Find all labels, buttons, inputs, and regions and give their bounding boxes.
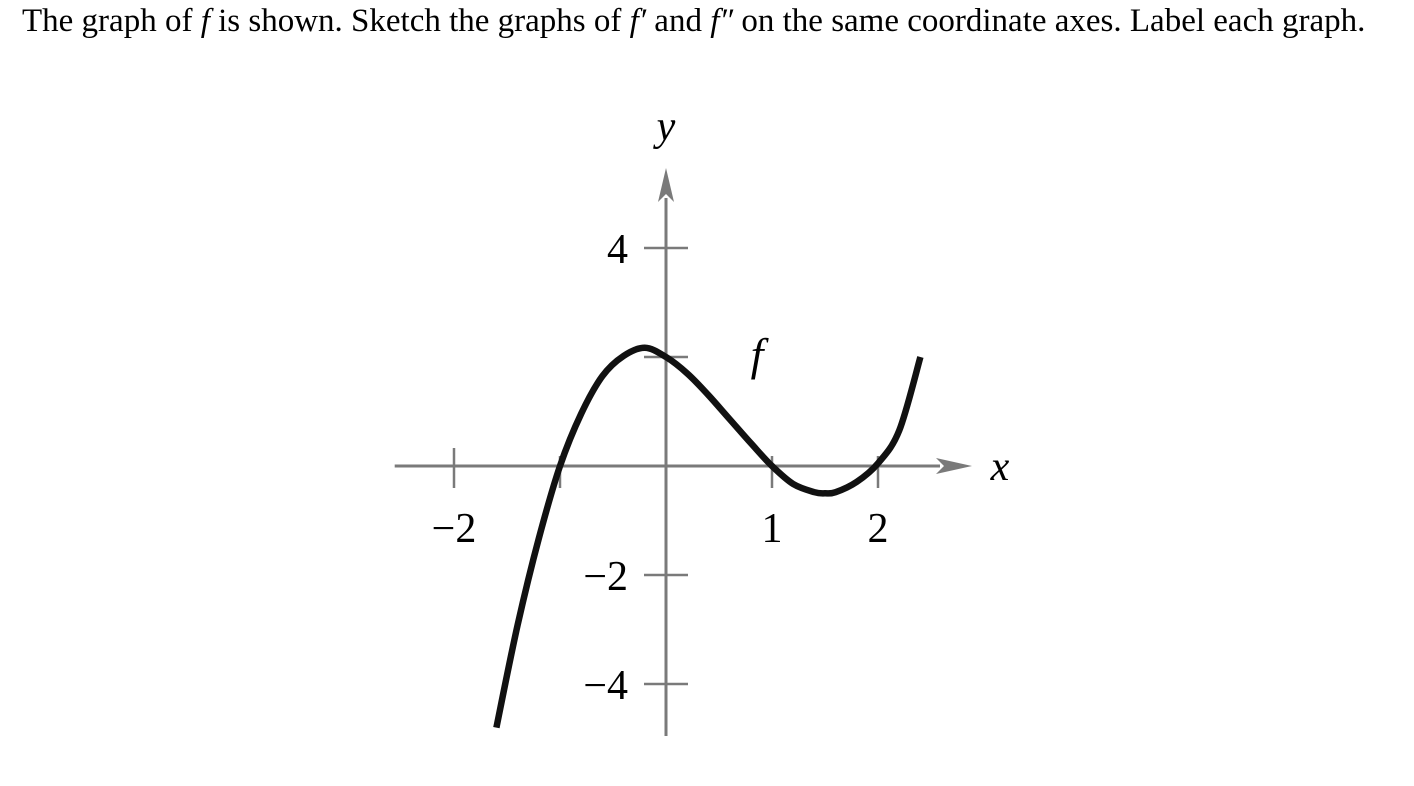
y-tick-label: −4 xyxy=(583,663,628,709)
function-f: f xyxy=(200,3,210,39)
y-tick-label: −2 xyxy=(583,554,628,600)
y-axis-arrow xyxy=(658,168,674,202)
function-f-double-prime: f″ xyxy=(710,3,734,39)
question-part: and xyxy=(646,3,711,39)
y-axis-label: y xyxy=(656,104,676,150)
curve-layer xyxy=(496,348,920,728)
question-part: is shown. Sketch the graphs of xyxy=(209,3,630,39)
function-f-prime: f′ xyxy=(629,3,647,39)
x-tick-label: −2 xyxy=(431,506,477,552)
curve-f xyxy=(496,348,920,728)
x-axis-arrow xyxy=(936,458,972,474)
curve-label: f xyxy=(750,329,764,380)
y-tick-label: 4 xyxy=(607,227,628,273)
x-tick-label: 1 xyxy=(761,506,783,552)
question-part: on the same coordinate axes. Label each graph. xyxy=(733,3,1366,39)
question-part: The graph of xyxy=(22,3,201,39)
x-axis-label: x xyxy=(990,444,1010,490)
x-tick-label: 2 xyxy=(867,506,889,552)
